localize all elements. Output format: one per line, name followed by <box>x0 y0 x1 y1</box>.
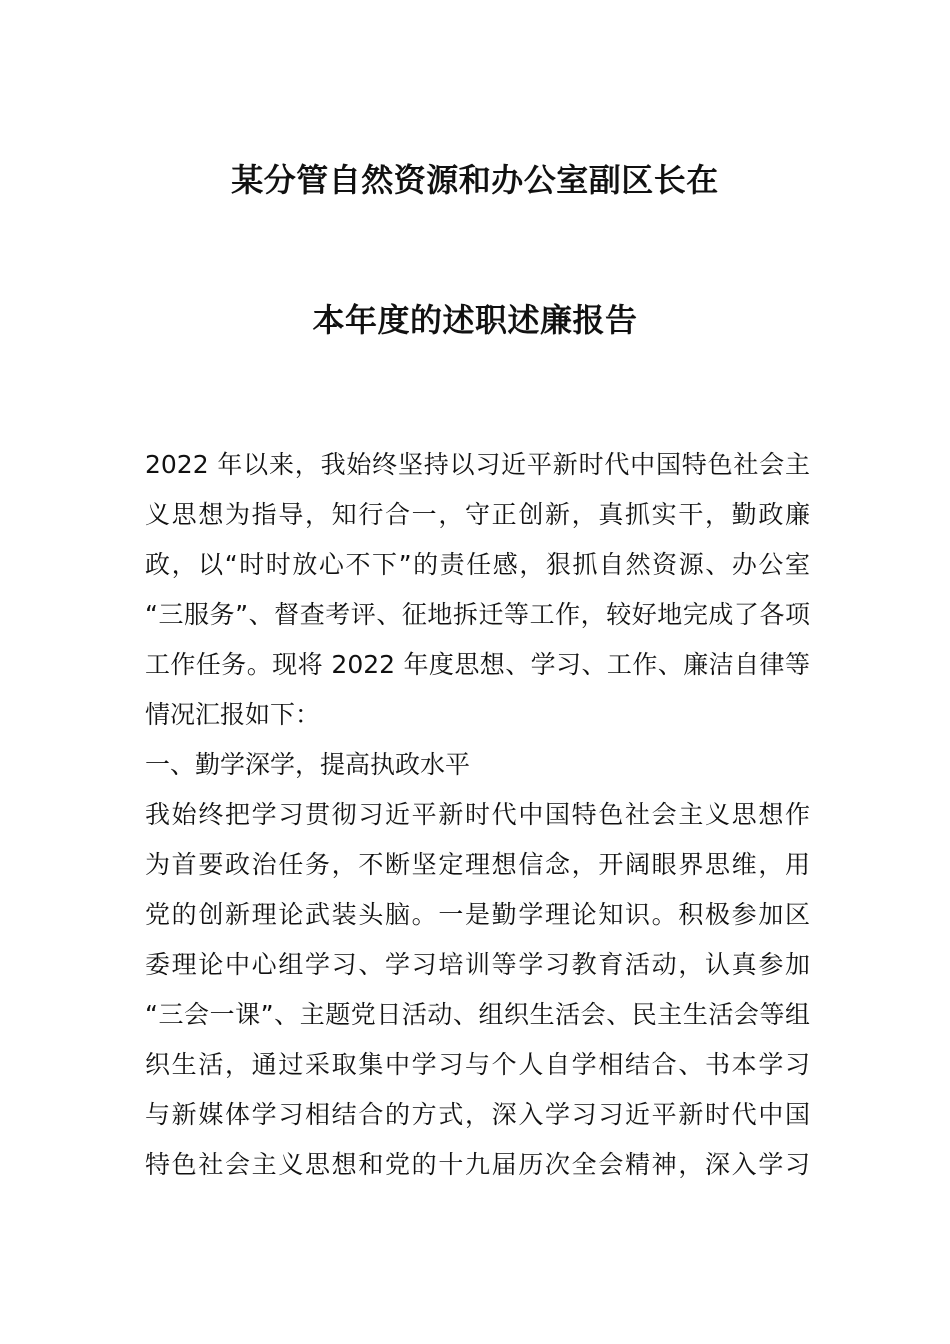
body-line: “三服务”、督查考评、征地拆迁等工作，较好地完成了各项 <box>145 600 810 629</box>
body-line: 特色社会主义思想和党的十九届历次全会精神，深入学习 <box>145 1150 810 1179</box>
body-line: 织生活，通过采取集中学习与个人自学相结合、书本学习 <box>145 1050 810 1079</box>
body-line: 2022 年以来，我始终坚持以习近平新时代中国特色社会主 <box>145 450 810 479</box>
document-title-line-1: 某分管自然资源和办公室副区长在 <box>231 161 719 199</box>
body-line: 为首要政治任务，不断坚定理想信念，开阔眼界思维，用 <box>145 850 810 879</box>
body-line: 工作任务。现将 2022 年度思想、学习、工作、廉洁自律等 <box>145 650 810 679</box>
body-line: 委理论中心组学习、学习培训等学习教育活动，认真参加 <box>145 950 810 979</box>
document-title-line-2: 本年度的述职述廉报告 <box>312 301 638 339</box>
section-heading: 一、勤学深学，提高执政水平 <box>145 750 471 779</box>
body-line: “三会一课”、主题党日活动、组织生活会、民主生活会等组 <box>145 1000 810 1029</box>
body-line: 党的创新理论武装头脑。一是勤学理论知识。积极参加区 <box>145 900 810 929</box>
body-line: 情况汇报如下： <box>145 700 321 729</box>
body-line: 与新媒体学习相结合的方式，深入学习习近平新时代中国 <box>145 1100 810 1129</box>
document-body <box>145 440 810 1190</box>
body-line: 义思想为指导，知行合一，守正创新，真抓实干，勤政廉 <box>145 500 810 529</box>
body-line: 我始终把学习贯彻习近平新时代中国特色社会主义思想作 <box>145 800 810 829</box>
body-line: 政，以“时时放心不下”的责任感，狠抓自然资源、办公室 <box>145 550 810 579</box>
